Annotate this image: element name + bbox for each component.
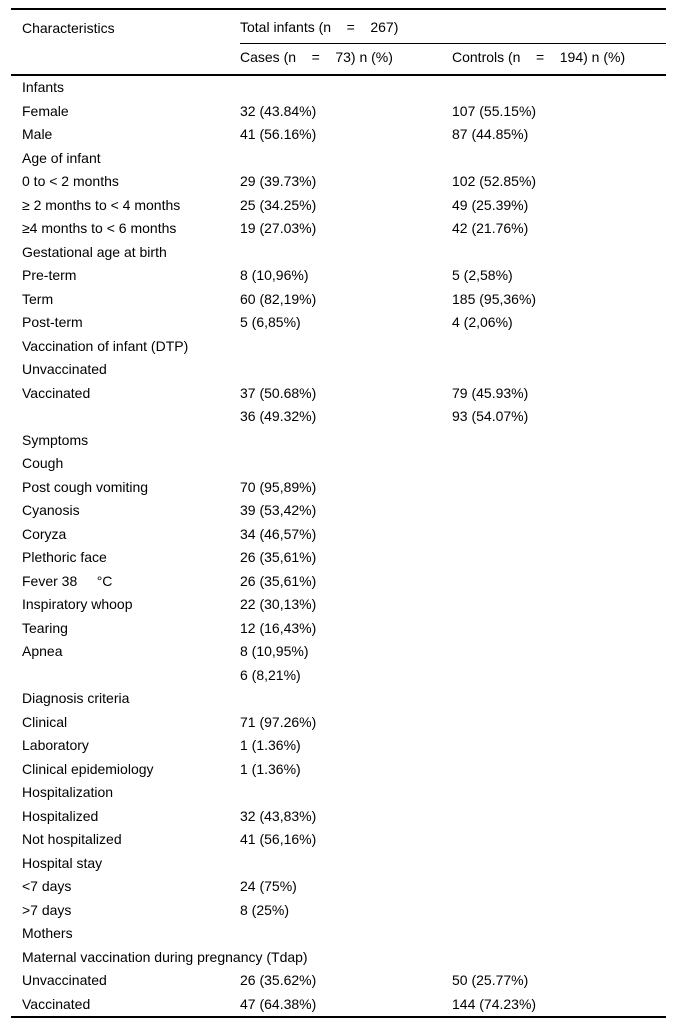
cell-label: Symptoms xyxy=(22,431,89,448)
cell-label: Hospital stay xyxy=(22,854,103,871)
cell-label: Fever 38 °C xyxy=(22,572,113,589)
cell-cases xyxy=(240,335,452,359)
cell-cases: 5 (6,85%) xyxy=(240,314,301,330)
cell-cases: 8 (10,95%) xyxy=(240,643,309,659)
cell-controls: 102 (52.85%) xyxy=(452,173,537,189)
cell-cases: 24 (75%) xyxy=(240,878,297,894)
table-row xyxy=(11,405,666,429)
characteristics-table xyxy=(11,8,666,1018)
cell-cases xyxy=(240,922,452,946)
cell-label: Hospitalized xyxy=(22,807,99,824)
table-row xyxy=(11,499,666,523)
table-row xyxy=(11,781,666,805)
cell-controls xyxy=(452,875,666,899)
cell-controls xyxy=(452,570,666,594)
cell-label: Term xyxy=(22,290,54,307)
table-row xyxy=(11,969,666,993)
table-row xyxy=(11,264,666,288)
cell-controls xyxy=(452,640,666,664)
cell-controls xyxy=(452,546,666,570)
table-row xyxy=(11,546,666,570)
cell-controls: 42 (21.76%) xyxy=(452,220,529,236)
cell-controls xyxy=(452,711,666,735)
cell-cases xyxy=(240,781,452,805)
cell-controls: 49 (25.39%) xyxy=(452,196,529,213)
table-row xyxy=(11,476,666,500)
cell-controls xyxy=(452,147,666,171)
cell-controls xyxy=(452,664,666,688)
table-row xyxy=(11,194,666,218)
table-row xyxy=(11,828,666,852)
cell-label: Vaccinated xyxy=(22,384,91,401)
cell-cases: 1 (1.36%) xyxy=(240,760,301,777)
table-header xyxy=(11,9,666,75)
table-row xyxy=(11,75,666,100)
cell-label: Clinical xyxy=(22,713,68,730)
cell-cases: 8 (10,96%) xyxy=(240,267,309,283)
cell-label xyxy=(11,405,240,429)
cell-controls: 50 (25.77%) xyxy=(452,972,529,988)
cell-label: Plethoric face xyxy=(22,549,107,565)
table-row xyxy=(11,452,666,476)
cell-controls: 144 (74.23%) xyxy=(452,995,537,1012)
cell-label: Clinical epidemiology xyxy=(22,760,154,777)
cell-label: Unvaccinated xyxy=(22,361,107,377)
col-header-controls: Controls (n = 194) n (%) xyxy=(452,43,666,75)
table-row xyxy=(11,617,666,641)
table-row xyxy=(11,147,666,171)
table-row xyxy=(11,335,666,359)
cell-controls xyxy=(452,828,666,852)
cell-controls xyxy=(452,922,666,946)
cell-controls: 107 (55.15%) xyxy=(452,102,537,119)
cell-cases: 8 (25%) xyxy=(240,901,290,918)
cell-controls: 185 (95,36%) xyxy=(452,290,537,307)
table-row xyxy=(11,946,666,970)
cell-controls xyxy=(452,499,666,523)
cell-label: Female xyxy=(22,102,69,119)
cell-label: Infants xyxy=(22,79,65,95)
table-row xyxy=(11,734,666,758)
cell-cases xyxy=(240,75,452,100)
cell-controls: 79 (45.93%) xyxy=(452,384,529,401)
cell-label: Pre-term xyxy=(22,267,77,283)
cell-label: Cyanosis xyxy=(22,502,80,518)
cell-controls: 5 (2,58%) xyxy=(452,267,513,283)
cell-cases xyxy=(240,852,452,876)
cell-cases: 1 (1.36%) xyxy=(240,737,301,753)
cell-controls xyxy=(452,452,666,476)
table-row xyxy=(11,664,666,688)
cell-cases: 47 (64.38%) xyxy=(240,995,317,1012)
header-row-top xyxy=(11,9,666,43)
cell-controls xyxy=(452,899,666,923)
cell-controls xyxy=(452,852,666,876)
cell-controls xyxy=(452,75,666,100)
table-row xyxy=(11,382,666,406)
cell-controls xyxy=(452,241,666,265)
cell-cases: 34 (46,57%) xyxy=(240,525,317,542)
cell-cases: 29 (39.73%) xyxy=(240,173,317,189)
cell-cases: 26 (35,61%) xyxy=(240,549,317,565)
table-row xyxy=(11,875,666,899)
cell-label: Diagnosis criteria xyxy=(22,690,130,706)
cell-cases: 37 (50.68%) xyxy=(240,384,317,401)
cell-cases: 32 (43.84%) xyxy=(240,102,317,119)
cell-cases: 22 (30,13%) xyxy=(240,596,317,612)
cell-cases xyxy=(240,241,452,265)
cell-cases: 60 (82,19%) xyxy=(240,290,317,307)
cell-cases: 6 (8,21%) xyxy=(240,666,301,683)
cell-label: Gestational age at birth xyxy=(22,243,167,260)
cell-label: Vaccinated xyxy=(22,995,91,1012)
cell-label: ≥4 months to < 6 months xyxy=(22,220,177,236)
table-row xyxy=(11,758,666,782)
cell-cases: 25 (34.25%) xyxy=(240,196,317,213)
cell-controls xyxy=(452,687,666,711)
cell-controls xyxy=(452,805,666,829)
cell-label: Apnea xyxy=(22,643,63,659)
col-header-cases: Cases (n = 73) n (%) xyxy=(240,43,452,75)
table-row xyxy=(11,358,666,382)
cell-label: Not hospitalized xyxy=(22,831,122,847)
cell-label: Laboratory xyxy=(22,737,89,753)
cell-cases xyxy=(240,687,452,711)
cell-label: Inspiratory whoop xyxy=(22,596,133,612)
cell-label: Mothers xyxy=(22,925,73,941)
cell-controls xyxy=(452,758,666,782)
cell-label: Hospitalization xyxy=(22,784,114,800)
table-row xyxy=(11,123,666,147)
table-row xyxy=(11,593,666,617)
cell-controls xyxy=(452,358,666,382)
cell-controls xyxy=(452,617,666,641)
cell-label: Unvaccinated xyxy=(22,972,107,988)
cell-label: Cough xyxy=(22,455,64,471)
table-row xyxy=(11,922,666,946)
cell-label: 0 to < 2 months xyxy=(22,173,119,189)
header-row-sub xyxy=(11,43,666,75)
table-row xyxy=(11,993,666,1018)
cell-controls: 87 (44.85%) xyxy=(452,126,529,142)
col-header-total-infants: Total infants (n = 267) xyxy=(240,9,666,43)
cell-cases: 32 (43,83%) xyxy=(240,807,317,824)
cell-label: >7 days xyxy=(22,901,72,918)
cell-controls: 4 (2,06%) xyxy=(452,314,513,330)
cell-controls xyxy=(452,335,666,359)
cell-label: Vaccination of infant (DTP) xyxy=(22,337,189,354)
cell-cases: 26 (35,61%) xyxy=(240,572,317,589)
cell-controls xyxy=(452,781,666,805)
table-row xyxy=(11,170,666,194)
table-row xyxy=(11,687,666,711)
table-row xyxy=(11,805,666,829)
cell-cases: 41 (56,16%) xyxy=(240,831,317,847)
cell-controls xyxy=(452,429,666,453)
cell-cases xyxy=(240,147,452,171)
col-header-characteristics: Characteristics xyxy=(22,19,115,36)
cell-cases: 70 (95,89%) xyxy=(240,478,317,495)
table-row xyxy=(11,288,666,312)
table-row xyxy=(11,429,666,453)
table-row xyxy=(11,899,666,923)
table-row xyxy=(11,852,666,876)
cell-label: Post cough vomiting xyxy=(22,478,149,495)
cell-cases: 39 (53,42%) xyxy=(240,502,317,518)
cell-label xyxy=(11,664,240,688)
cell-controls xyxy=(452,476,666,500)
cell-cases xyxy=(240,358,452,382)
cell-label: <7 days xyxy=(22,878,72,894)
table-row xyxy=(11,217,666,241)
table-row xyxy=(11,311,666,335)
cell-label: Age of infant xyxy=(22,149,101,166)
cell-controls xyxy=(452,523,666,547)
cell-controls xyxy=(452,593,666,617)
cell-label: Coryza xyxy=(22,525,67,542)
cell-cases xyxy=(240,452,452,476)
col-header-empty xyxy=(11,43,240,75)
table-row xyxy=(11,640,666,664)
table-row xyxy=(11,570,666,594)
cell-label: Male xyxy=(22,126,53,142)
cell-label: Post-term xyxy=(22,314,83,330)
cell-controls: 93 (54.07%) xyxy=(452,408,529,424)
cell-cases: 12 (16,43%) xyxy=(240,619,317,636)
cell-cases: 41 (56.16%) xyxy=(240,126,317,142)
table-row xyxy=(11,523,666,547)
cell-cases: 36 (49.32%) xyxy=(240,408,317,424)
cell-label: ≥ 2 months to < 4 months xyxy=(22,196,181,213)
cell-cases xyxy=(240,429,452,453)
table-row xyxy=(11,711,666,735)
table-row xyxy=(11,241,666,265)
cell-cases: 19 (27.03%) xyxy=(240,220,317,236)
cell-label: Maternal vaccination during pregnancy (Tdap) xyxy=(22,948,308,965)
cell-cases: 26 (35.62%) xyxy=(240,972,317,988)
cell-cases: 71 (97.26%) xyxy=(240,713,317,730)
cell-controls xyxy=(452,946,666,970)
cell-label: Tearing xyxy=(22,619,68,636)
cell-controls xyxy=(452,734,666,758)
table-body xyxy=(11,75,666,1017)
table-row xyxy=(11,100,666,124)
